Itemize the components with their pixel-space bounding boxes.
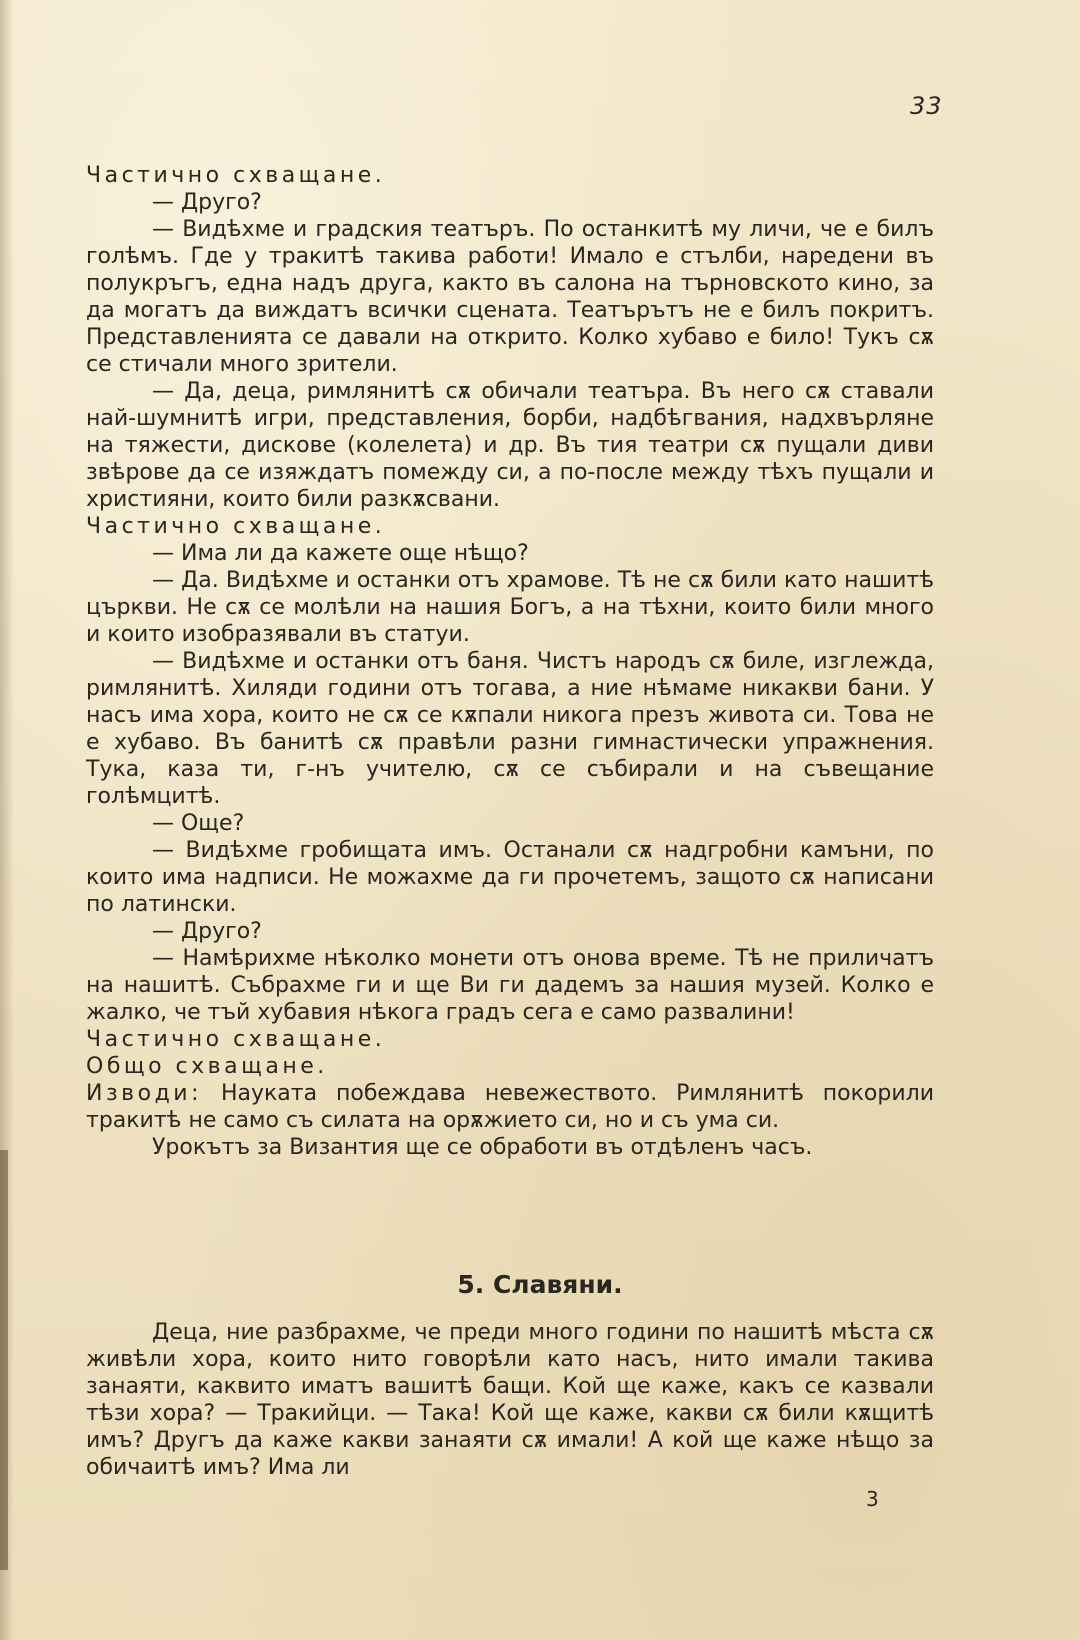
paragraph: — Да. Видѣхме и останки отъ храмове. Тѣ не сѫ били като нашитѣ църкви. Не сѫ се молѣли на нашия Богъ, а на тѣхни, които били много и които изобразявали въ статуи. [86,568,934,647]
paragraph: Деца, ние разбрахме, че преди много години по нашитѣ мѣста сѫ живѣли хора, които нито говорѣли като насъ, нито имали такива занаяти, каквито иматъ вашитѣ бащи. Кой ще каже, какъ се казвали тѣзи хора? — Тракийци. — Така! Кой ще каже, какви сѫ били кѫщитѣ имъ? Другъ да каже какви занаяти сѫ имали! А кой ще каже нѣщо за обичаитѣ имъ? Има ли [86,1320,934,1480]
paragraph: Общо схващане. [86,1054,328,1079]
binding-edge [0,1150,8,1570]
paragraph: — Видѣхме гробищата имъ. Останали сѫ надгробни камъни, по които има надписи. Не можахме да ги прочетемъ, защото сѫ написани по латински. [86,838,934,917]
signature-mark: 3 [866,1487,879,1511]
paragraph: — Видѣхме и останки отъ баня. Чистъ народъ сѫ биле, изглежда, римлянитѣ. Хиляди години отъ тогава, а ние нѣмаме никакви бани. У насъ има хора, които не сѫ се кѫпали никога презъ живота си. Това не е хубаво. Въ банитѣ сѫ правѣли разни гимнастически упражнения. Тука, каза ти, г-нъ учителю, сѫ се събирали и на съвещание голѣмцитѣ. [86,649,934,809]
section-heading: 5. Славяни. [457,1270,623,1299]
section-text [86,1319,934,1481]
paragraph: — Друго? [152,190,262,215]
paragraph: — Друго? [152,919,262,944]
page-number: 33 [910,92,943,120]
paragraph: — Да, деца, римлянитѣ сѫ обичали театъра. Въ него сѫ ставали най-шумнитѣ игри, представления, борби, надбѣгвания, надхвърляне на тяжести, дискове (колелета) и др. Въ тия театри сѫ пущали диви звѣрове да се изяждатъ помежду си, а по-после между тѣхъ пущали и християни, които били разкѫсвани. [86,379,934,512]
conclusion-label: Изводи: [86,1081,203,1106]
closing-paragraph: Урокътъ за Византия ще се обработи въ отдѣленъ часъ. [152,1135,813,1160]
paragraph: — Има ли да кажете още нѣщо? [152,541,529,566]
paragraph: — Видѣхме и градския театъръ. По останкитѣ му личи, че е билъ голѣмъ. Где у тракитѣ такива работи! Имало е стълби, наредени въ полукръгъ, една надъ друга, както въ салона на търновското кино, за да могатъ да виждатъ всички сцената. Театърътъ не е билъ покритъ. Представленията се давали на открито. Колко хубаво е било! Тукъ сѫ се стичали много зрители. [86,217,934,377]
paragraph: Частично схващане. [86,163,386,188]
paragraph: — Още? [152,811,245,836]
main-text [86,162,934,1161]
paragraph: Частично схващане. [86,514,386,539]
conclusion-text: Науката побеждава невежеството. Римлянитѣ покорили тракитѣ не само съ силата на орѫжието си, но и съ ума си. [86,1081,934,1133]
paragraph: Частично схващане. [86,1027,386,1052]
paragraph: — Намѣрихме нѣколко монети отъ онова време. Тѣ не приличатъ на нашитѣ. Събрахме ги и ще Ви ги дадемъ за нашия музей. Колко е жалко, че тъй хубавия нѣкога градъ сега е само развалини! [86,946,934,1025]
conclusion-paragraph [86,1080,934,1134]
